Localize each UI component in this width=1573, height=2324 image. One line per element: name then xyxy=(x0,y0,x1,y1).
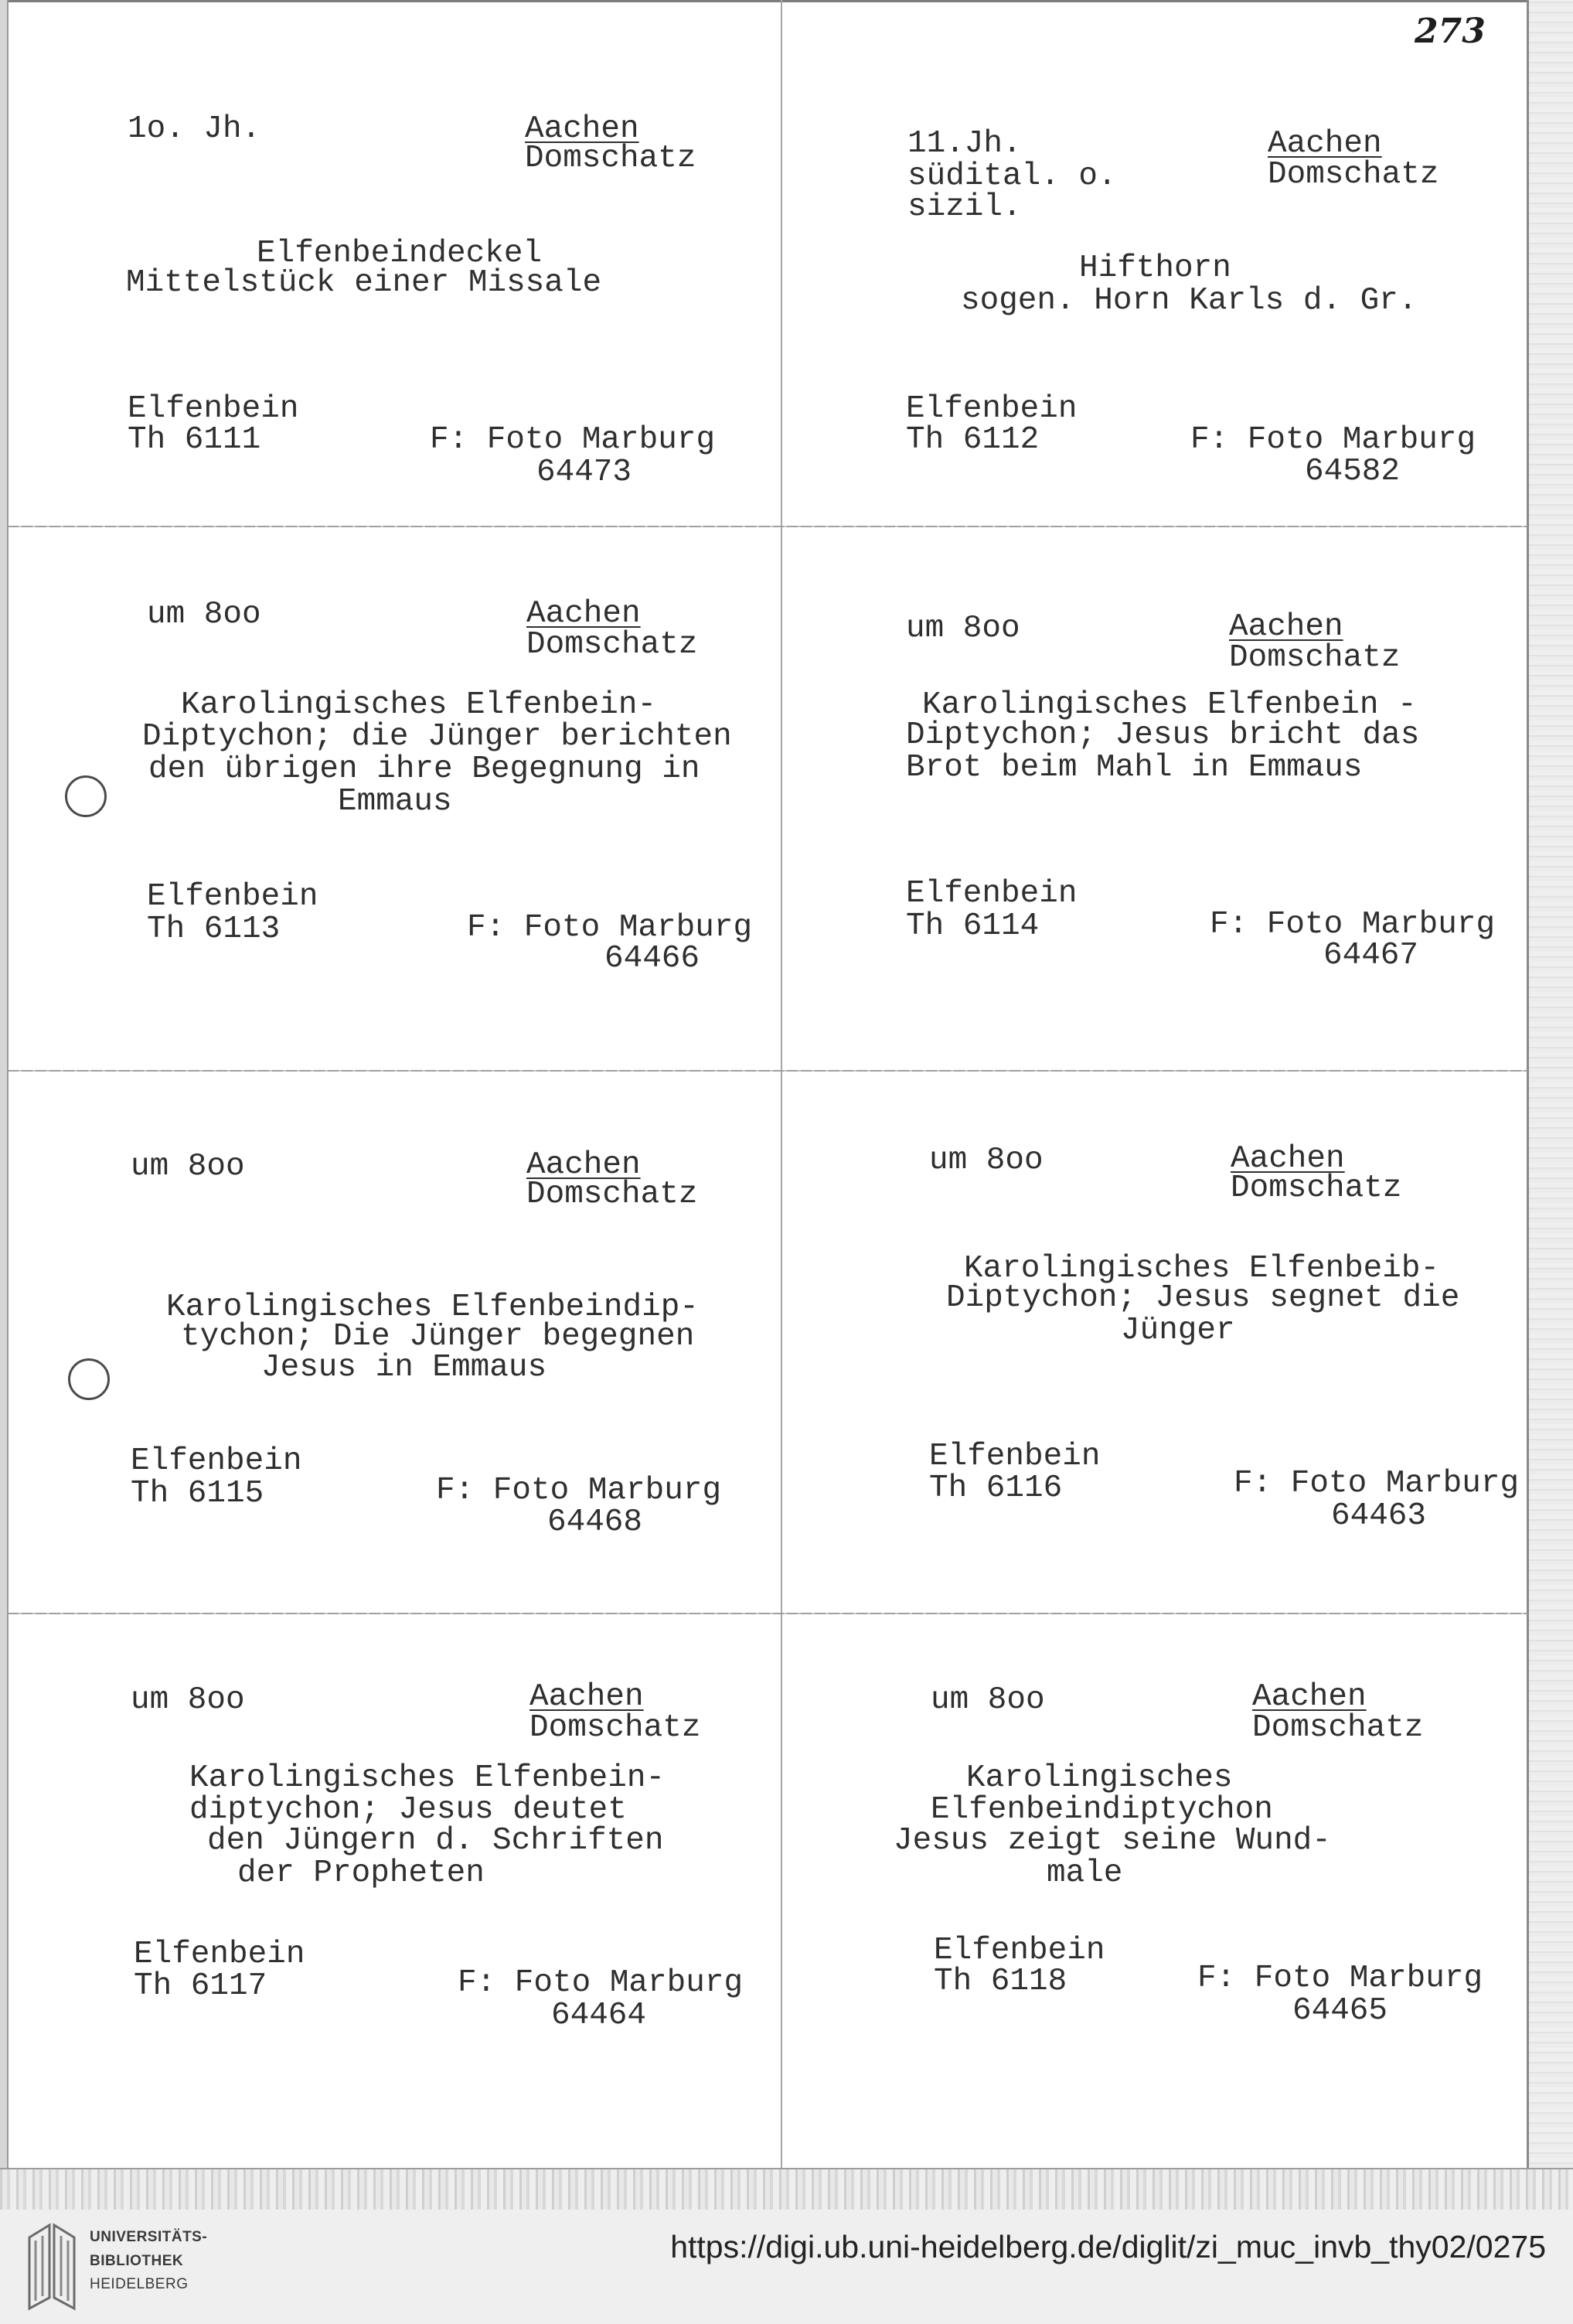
card-title-line: Diptychon; Jesus segnet die xyxy=(946,1280,1460,1316)
card-inventory-number: Th 6118 xyxy=(934,1964,1067,1999)
card-title-line: Karolingisches Elfenbeib- xyxy=(964,1251,1440,1286)
index-card xyxy=(781,1071,1527,1613)
card-collection: Domschatz xyxy=(1268,157,1439,193)
card-material: Elfenbein xyxy=(906,391,1078,427)
card-location: Aachen xyxy=(525,111,639,147)
card-collection: Domschatz xyxy=(529,1710,701,1746)
card-title-line: den Jüngern d. Schriften xyxy=(207,1823,664,1859)
card-photo-number: 64463 xyxy=(1331,1498,1427,1534)
card-title-line: Karolingisches Elfenbein- xyxy=(181,687,657,723)
card-collection: Domschatz xyxy=(526,627,698,663)
card-material: Elfenbein xyxy=(906,876,1078,912)
card-material: Elfenbein xyxy=(128,391,299,427)
library-name-line: HEIDELBERG xyxy=(90,2276,189,2292)
card-photo-credit: F: Foto Marburg xyxy=(467,910,753,946)
card-title-line: sogen. Horn Karls d. Gr. xyxy=(961,283,1418,319)
card-title-line: Karolingisches Elfenbein - xyxy=(922,687,1417,723)
index-card xyxy=(8,526,781,1070)
card-photo-number: 64464 xyxy=(551,1998,647,2033)
card-collection: Domschatz xyxy=(1252,1710,1424,1746)
card-date-line: südital. o. xyxy=(907,158,1117,194)
index-card xyxy=(8,0,781,526)
card-inventory-number: Th 6117 xyxy=(134,1968,267,2004)
scan-margin-right xyxy=(1529,0,1573,2168)
card-photo-credit: F: Foto Marburg xyxy=(1190,422,1476,458)
card-title-line: Emmaus xyxy=(338,784,452,820)
card-inventory-number: Th 6114 xyxy=(906,908,1040,944)
card-photo-credit: F: Foto Marburg xyxy=(1234,1466,1520,1501)
card-photo-number: 64465 xyxy=(1292,1993,1388,2029)
index-card xyxy=(8,1071,781,1613)
card-location: Aachen xyxy=(526,1147,641,1183)
card-title-line: Diptychon; die Jünger berichten xyxy=(142,719,732,755)
card-collection: Domschatz xyxy=(526,1177,698,1212)
card-title-line: Karolingisches Elfenbein- xyxy=(189,1760,666,1796)
card-material: Elfenbein xyxy=(929,1439,1101,1474)
card-material: Elfenbein xyxy=(131,1443,302,1479)
scanner-edge-strip xyxy=(0,2168,1573,2210)
card-title-line: Jesus zeigt seine Wund- xyxy=(894,1823,1331,1859)
footer-bar xyxy=(0,2210,1573,2324)
index-card xyxy=(8,1614,781,2168)
card-title-line: Diptychon; Jesus bricht das xyxy=(906,717,1420,753)
card-photo-credit: F: Foto Marburg xyxy=(458,1965,744,2001)
card-photo-number: 64468 xyxy=(547,1504,643,1540)
card-photo-number: 64467 xyxy=(1323,938,1419,973)
library-logo-icon xyxy=(26,2220,77,2315)
card-inventory-number: Th 6113 xyxy=(147,912,281,947)
card-title-line: den übrigen ihre Begegnung in xyxy=(148,751,700,787)
card-date-line: um 8oo xyxy=(906,611,1020,646)
card-location: Aachen xyxy=(1231,1141,1345,1177)
index-card xyxy=(781,526,1527,1070)
card-material: Elfenbein xyxy=(934,1933,1105,1968)
card-inventory-number: Th 6116 xyxy=(929,1470,1063,1506)
card-title-line: Mittelstück einer Missale xyxy=(126,265,602,301)
card-photo-credit: F: Foto Marburg xyxy=(430,422,716,458)
card-location: Aachen xyxy=(1252,1679,1367,1715)
card-location: Aachen xyxy=(526,596,641,632)
card-date-line: um 8oo xyxy=(147,597,261,632)
card-title-line: Karolingisches Elfenbeindip- xyxy=(166,1290,699,1325)
card-collection: Domschatz xyxy=(1229,640,1401,676)
card-location: Aachen xyxy=(1268,126,1382,162)
card-date-line: sizil. xyxy=(907,189,1022,225)
card-title-line: Hifthorn xyxy=(1079,250,1231,286)
page-number: 273 xyxy=(1415,12,1486,51)
card-date-line: 11.Jh. xyxy=(907,126,1022,162)
card-inventory-number: Th 6112 xyxy=(906,422,1040,458)
card-inventory-number: Th 6115 xyxy=(131,1476,264,1511)
card-title-line: tychon; Die Jünger begegnen xyxy=(181,1319,695,1355)
card-date-line: um 8oo xyxy=(931,1682,1045,1718)
card-date-line: um 8oo xyxy=(131,1149,245,1184)
card-title-line: der Propheten xyxy=(237,1855,485,1891)
card-photo-credit: F: Foto Marburg xyxy=(1197,1961,1483,1996)
index-card xyxy=(781,0,1527,526)
card-title-line: Jünger xyxy=(1121,1313,1235,1348)
library-name-line: BIBLIOTHEK xyxy=(90,2253,184,2269)
card-title-line: Elfenbeindeckel xyxy=(257,236,543,271)
card-title-line: Elfenbeindiptychon xyxy=(931,1792,1273,1828)
card-photo-credit: F: Foto Marburg xyxy=(436,1473,722,1508)
card-title-line: male xyxy=(1047,1855,1123,1891)
card-title-line: Jesus in Emmaus xyxy=(261,1350,547,1385)
card-photo-number: 64466 xyxy=(604,941,700,976)
document-url: https://digi.ub.uni-heidelberg.de/diglit/zi_muc_invb_thy02/0275 xyxy=(670,2229,1546,2264)
card-title-line: Karolingisches xyxy=(966,1760,1233,1796)
card-collection: Domschatz xyxy=(525,141,696,176)
card-photo-number: 64473 xyxy=(536,455,632,490)
card-collection: Domschatz xyxy=(1231,1171,1402,1206)
card-location: Aachen xyxy=(529,1679,644,1715)
card-date-line: um 8oo xyxy=(131,1682,245,1718)
card-date-line: um 8oo xyxy=(929,1143,1044,1178)
card-photo-number: 64582 xyxy=(1305,454,1401,489)
card-photo-credit: F: Foto Marburg xyxy=(1210,907,1496,942)
index-card xyxy=(781,1614,1527,2168)
card-date-line: 1o. Jh. xyxy=(128,111,261,147)
card-title-line: Brot beim Mahl in Emmaus xyxy=(906,750,1363,785)
library-name-line: UNIVERSITÄTS- xyxy=(90,2229,208,2245)
card-location: Aachen xyxy=(1229,609,1343,645)
card-material: Elfenbein xyxy=(134,1937,305,1972)
card-material: Elfenbein xyxy=(147,879,318,915)
card-title-line: diptychon; Jesus deutet xyxy=(189,1792,627,1828)
paper-edge-right xyxy=(1527,0,1529,2168)
card-inventory-number: Th 6111 xyxy=(128,422,261,458)
